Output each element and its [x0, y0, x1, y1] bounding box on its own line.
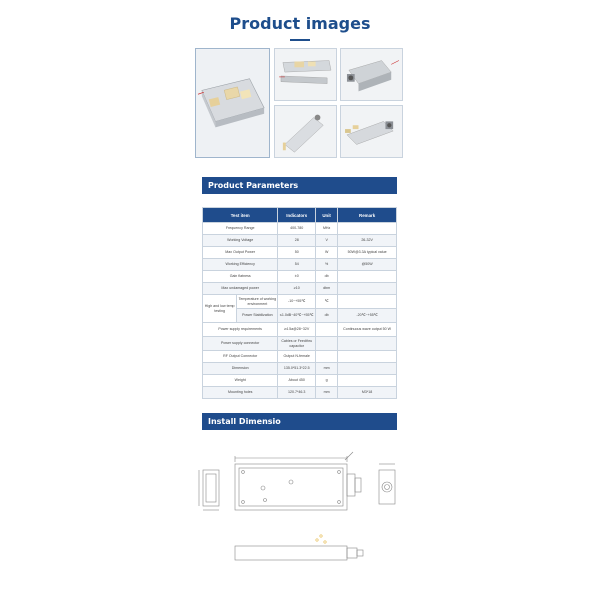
temp-group-label: High and low temp testing: [203, 295, 237, 323]
table-header-row: [203, 208, 397, 223]
table-row: Mounting holes 120.7*46.3 mm M3*18: [203, 387, 397, 399]
table-row: Working Voltage 28 V 26-32V: [203, 235, 397, 247]
table-row: Power supply requirements ≥4.5a@28~32V Continuous wave output 50 W: [203, 323, 397, 337]
header-indicators: Indicators: [278, 208, 316, 223]
header-unit: Unit: [316, 208, 338, 223]
gallery-thumb-3[interactable]: [274, 105, 337, 158]
amplifier-module-top-view: [275, 106, 336, 157]
amplifier-module-connector-view: [341, 49, 402, 100]
header-test-item: Test item: [203, 208, 278, 223]
gallery-thumb-1[interactable]: [274, 48, 337, 101]
amplifier-module-side-view: [275, 49, 336, 100]
header-remark: Remark: [338, 208, 397, 223]
install-dimensions-heading: Install Dimensio: [202, 413, 397, 430]
table-row: Frequency Range 400-780 MHz: [203, 223, 397, 235]
gallery-thumb-2[interactable]: [340, 48, 403, 101]
top-plan: [235, 452, 353, 510]
table-row: RF Output Connector Output N-female: [203, 351, 397, 363]
table-row: Max Output Power 50 W 50W@3.3A typical value: [203, 247, 397, 259]
table-row: High and low temp testing Temperature of working environment -10~+55℃ ℃: [203, 295, 397, 309]
page-title: Product images: [229, 14, 371, 33]
table-row: Weight About 450 g: [203, 375, 397, 387]
gallery-main-image[interactable]: [195, 48, 270, 158]
table-row: Gain flatness ±0 db: [203, 271, 397, 283]
bottom-elevation: [235, 535, 363, 560]
dimension-drawings: [195, 440, 405, 580]
amplifier-module-angle-view: [196, 49, 269, 157]
product-parameters-heading: Product Parameters: [202, 177, 397, 194]
table-row: Working Efficiency 54 % @50W: [203, 259, 397, 271]
table-row: Power Stabilization ≤1.0dB~40℃~+55℃ db -20℃~+55℃: [203, 309, 397, 323]
amplifier-module-rf-connector-view: [341, 106, 402, 157]
side-elevation: [347, 474, 361, 496]
table-row: Power supply connector Cables or Feedthru capacitor: [203, 337, 397, 351]
gallery-thumb-4[interactable]: [340, 105, 403, 158]
table-row: Dimension 135.0*51.3*22.5 mm: [203, 363, 397, 375]
front-elevation: [199, 470, 219, 510]
parameters-table: [202, 207, 397, 399]
table-row: Max undamaged power ≥10 dbm: [203, 283, 397, 295]
title-underline: [290, 39, 310, 41]
end-view: [379, 464, 395, 504]
